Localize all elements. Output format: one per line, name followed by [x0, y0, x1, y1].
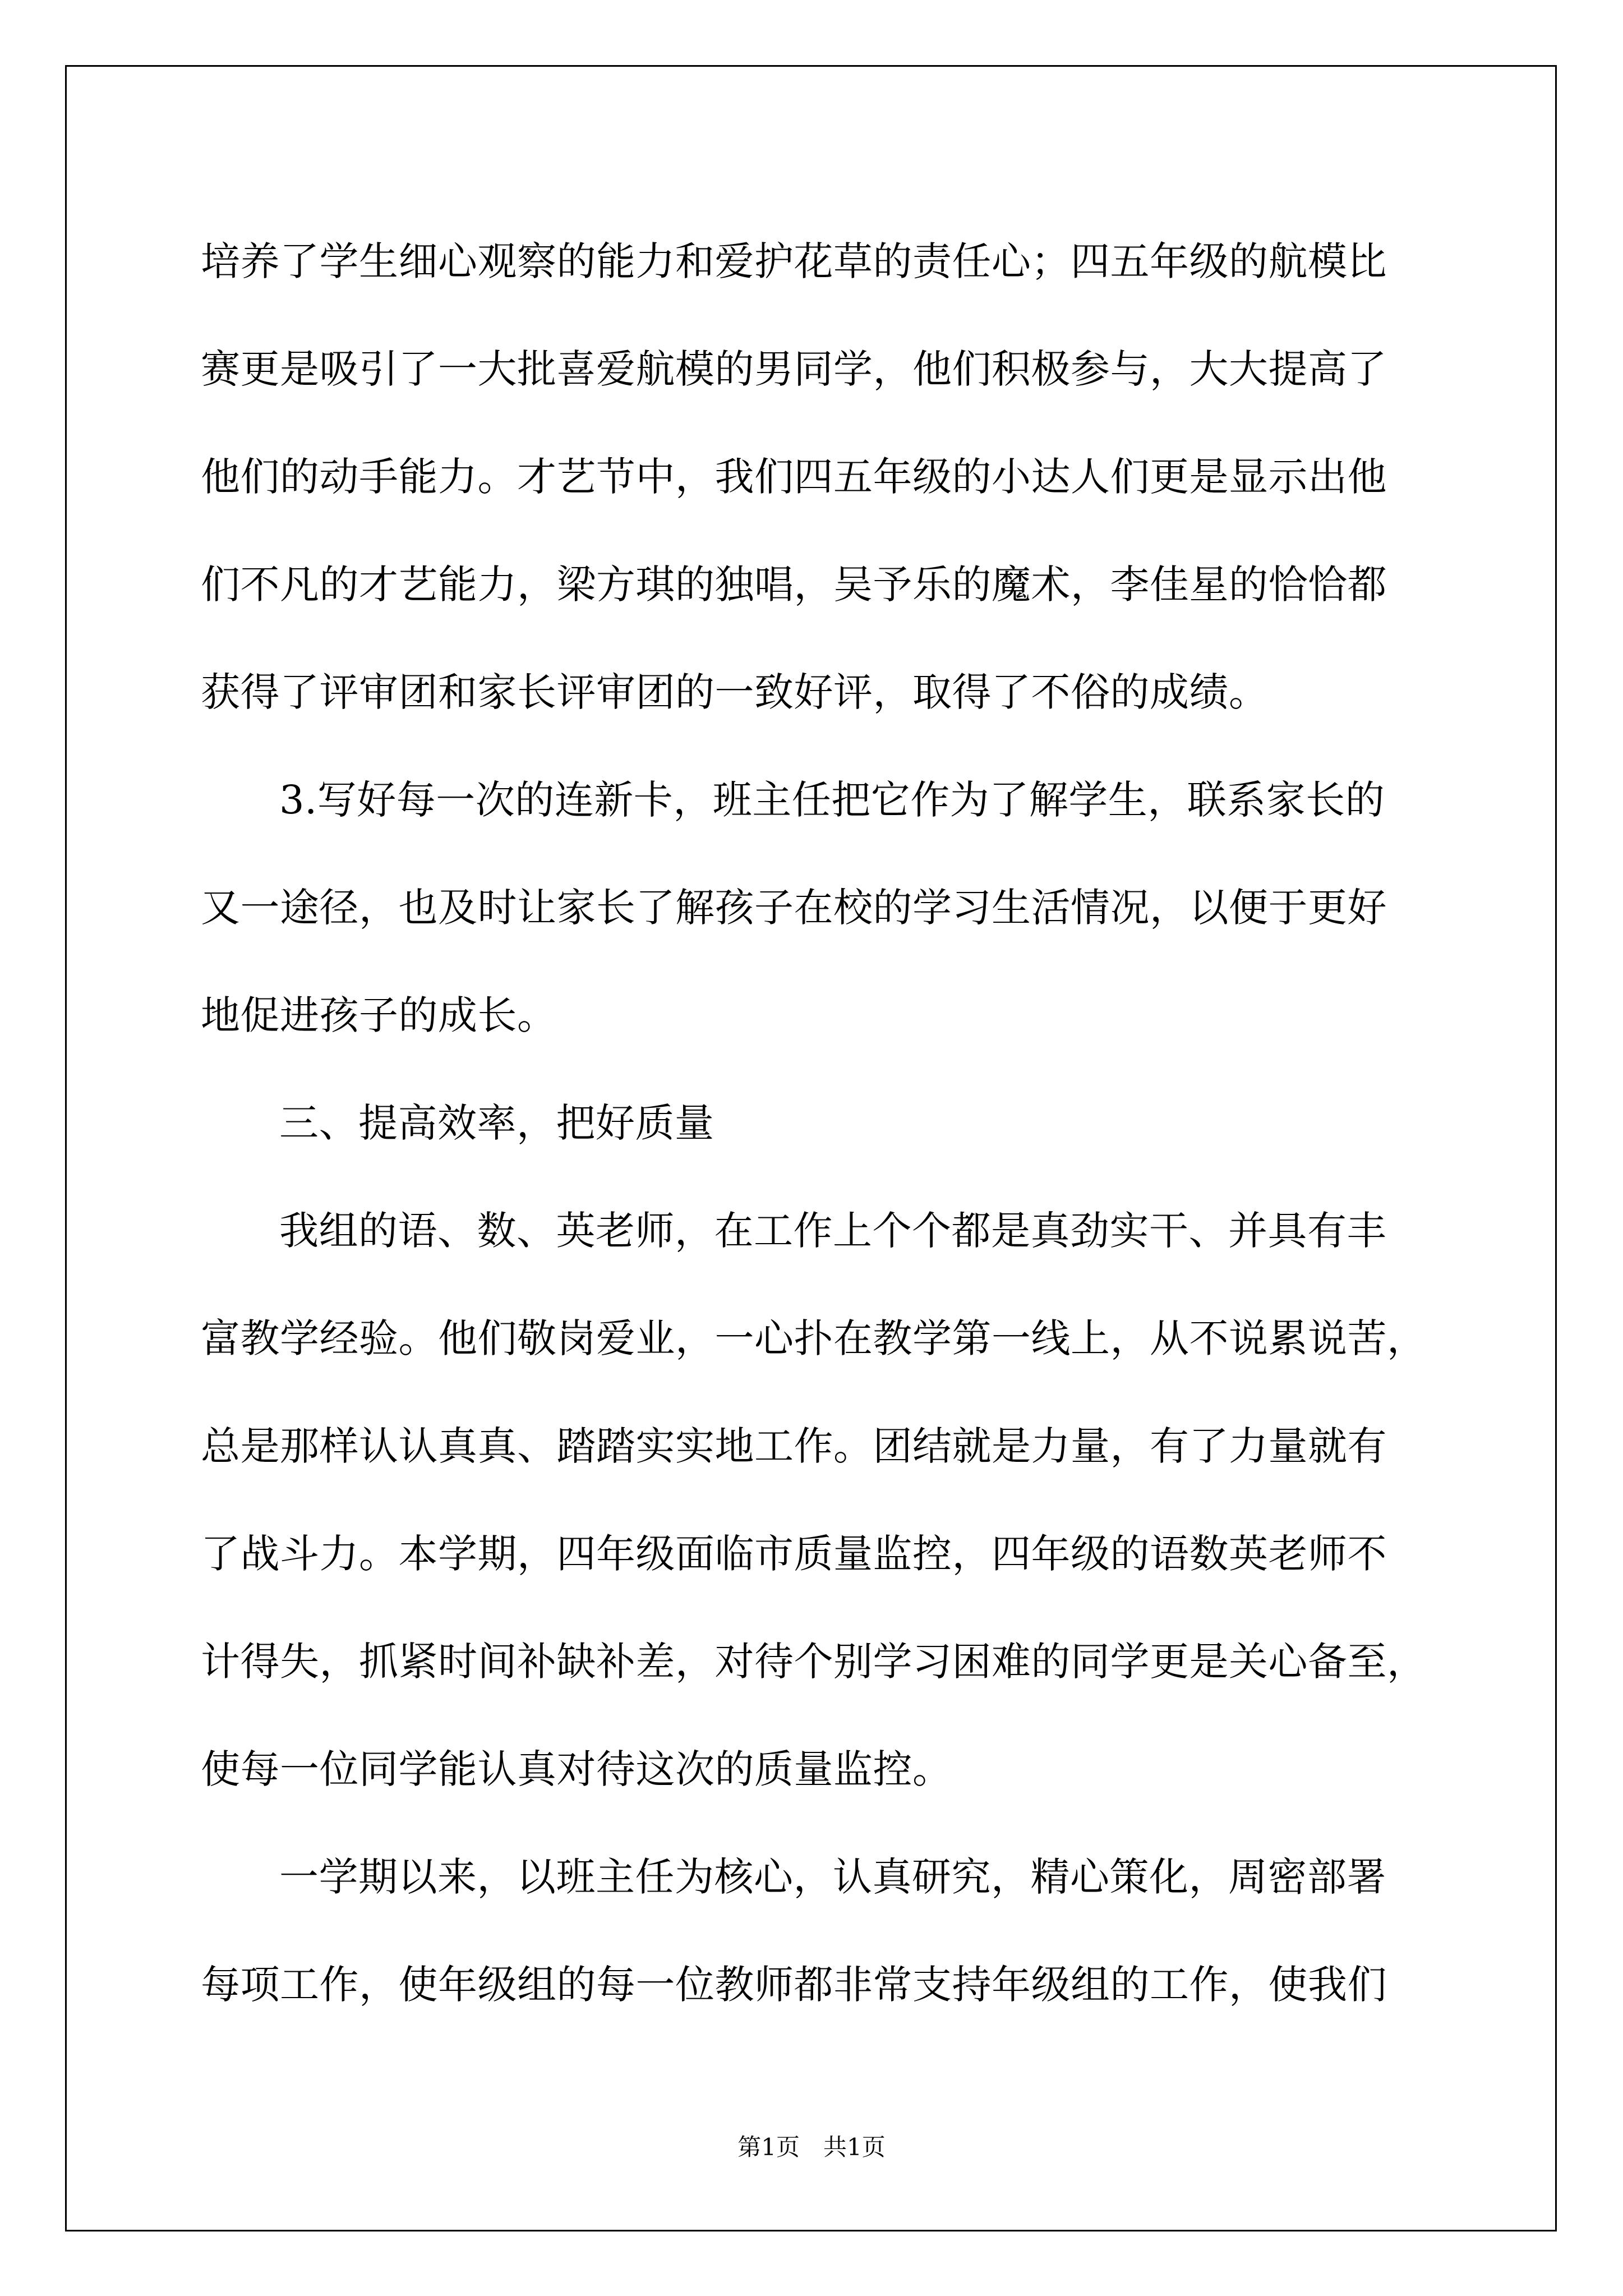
text-line: 获得了评审团和家长评审团的一致好评，取得了不俗的成绩。	[201, 669, 1269, 715]
text-line: 们不凡的才艺能力，梁方琪的独唱，吴予乐的魔术，李佳星的恰恰都	[201, 562, 1387, 608]
paragraph-start-line: 一学期以来，以班主任为核心，认真研究，精心策化，周密部署	[279, 1854, 1386, 1900]
document-body	[201, 208, 1429, 2039]
text-line: 赛更是吸引了一大批喜爱航模的男同学，他们积极参与，大大提高了	[201, 346, 1387, 392]
text-line: 富教学经验。他们敬岗爱业，一心扑在教学第一线上，从不说累说苦，	[201, 1315, 1427, 1361]
text-line: 每项工作，使年级组的每一位教师都非常支持年级组的工作，使我们	[201, 1962, 1387, 2008]
text-line: 总是那样认认真真、踏踏实实地工作。团结就是力量，有了力量就有	[201, 1423, 1387, 1469]
text-line: 地促进孩子的成长。	[201, 992, 557, 1038]
text-line: 了战斗力。本学期，四年级面临市质量监控，四年级的语数英老师不	[201, 1531, 1387, 1577]
text-line: 他们的动手能力。才艺节中，我们四五年级的小达人们更是显示出他	[201, 454, 1387, 500]
text-line: 培养了学生细心观察的能力和爱护花草的责任心；四五年级的航模比	[201, 238, 1387, 284]
paragraph-start-line: 我组的语、数、英老师，在工作上个个都是真劲实干、并具有丰	[279, 1208, 1386, 1254]
text-line: 使每一位同学能认真对待这次的质量监控。	[201, 1746, 952, 1792]
text-line: 计得失，抓紧时间补缺补差，对待个别学习困难的同学更是关心备至，	[201, 1639, 1427, 1685]
page-footer: 第1页 共1页	[737, 2133, 886, 2161]
section-heading: 三、提高效率，把好质量	[279, 1100, 714, 1146]
paragraph-start-line: 3.写好每一次的连新卡，班主任把它作为了解学生，联系家长的	[279, 777, 1385, 823]
text-line: 又一途径，也及时让家长了解孩子在校的学习生活情况，以便于更好	[201, 885, 1387, 931]
